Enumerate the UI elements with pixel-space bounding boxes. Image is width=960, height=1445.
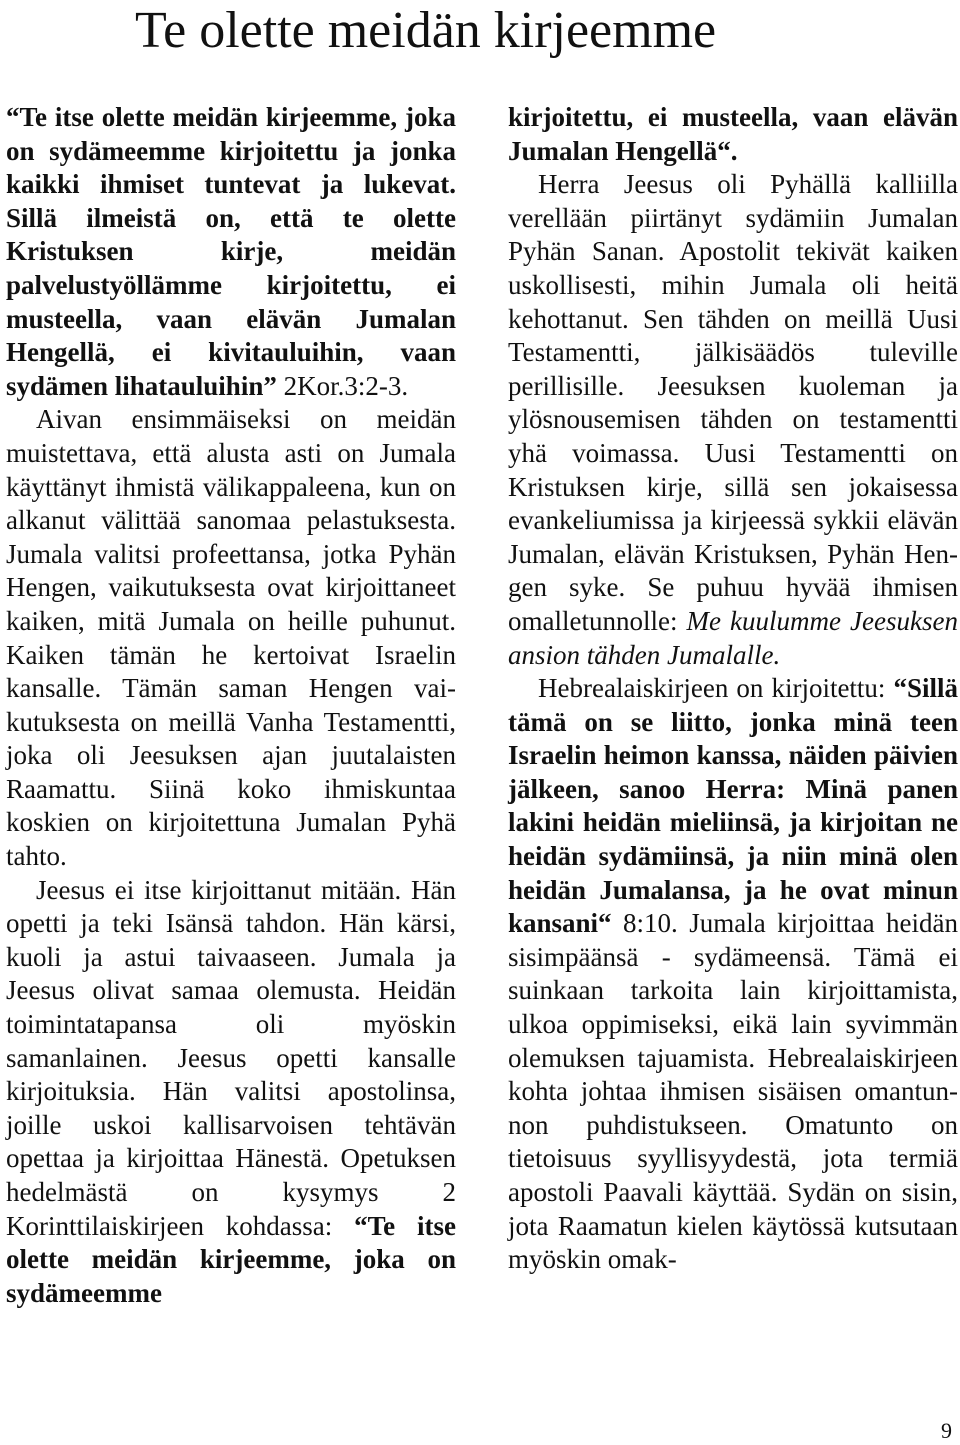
bible-quote-hebr: “Sillä tämä on se liitto, jonka minä teen Israelin heimon kanssa, näiden päivien jälkeen, sanoo Herra: Minä panen lakini heidän mieliinsä, ja kirjoitan ne heidän sydämiinsä, ja niin minä olen heidän Jumalansa, ja he ovat minun kansani“ xyxy=(508,673,958,939)
bible-quote-2kor: “Te itse olette meidän kirjeemme, joka on sydämeemme kirjoitettu ja jonka kaikki ihmiset tuntevat ja lukevat. Sillä ilmeistä on, että te olette Kristuksen kirje, meidän palvelustyöllämme kirjoitettu, ei musteella, vaan elävän Jumalan Hengellä, ei kivitauluihin, vaan sydämen lihatauluihin” xyxy=(6,102,456,401)
italic-statement: Me kuulumme Jeesuksen ansion tähden Jumalalle. xyxy=(508,605,958,670)
right-paragraph-1 xyxy=(508,101,958,168)
right-paragraph-2 xyxy=(508,168,958,672)
bible-quote-continuation: kirjoitettu, ei musteella, vaan elävän Jumalan Hengellä“. xyxy=(508,102,958,166)
right-paragraph-2-text: Herra Jeesus oli Pyhällä kalliilla verellään piirtänyt sydämiin Jumalan Pyhän Sanan. Apostolit tekivät kaiken uskollisesti, mihin Jumala oli heitä kehottanut. Sen tähden on meillä Uusi Testamentti, jälkisäädös tuleville perillisille. Jeesuksen kuoleman ja ylösnousemisen tähden on testamentti yhä voimassa. Uusi Testamentti on Kristuksen kirje, sillä sen jokaisessa evankeliumissa ja kirjeessä sykkii elävän Jumalan, elävän Kristuksen, Pyhän Hengen syke. Se puhuu hyvää ihmisen omalletunnolle: xyxy=(508,169,958,636)
left-paragraph-3 xyxy=(6,874,456,1311)
right-paragraph-3 xyxy=(508,672,958,1277)
left-paragraph-3-text: Jeesus ei itse kirjoittanut mitään. Hän opetti ja teki Isänsä tahdon. Hän kärsi, kuoli ja astui taivaaseen. Jumala ja Jeesus olivat samaa olemusta. Heidän toimintatapansa oli myöskin samanlainen. Jeesus opetti kansalle kirjoituksia. Hän valitsi apostolinsa, joille uskoi kallisarvoisen tehtävän opettaa ja kirjoittaa Hänestä. Opetuksen hedelmästä on kysymys 2 Korinttilaiskirjeen kohdassa: xyxy=(6,874,456,1241)
page-title: Te olette meidän kirjeemme xyxy=(135,2,717,59)
page-number: 9 xyxy=(941,1418,952,1443)
left-paragraph-2: Aivan ensimmäiseksi on meidän muistettava, että alusta asti on Jumala käyttänyt ihmistä välikappaleena, kun on alkanut välittää sanomaa pelastuksesta. Jumala valitsi profeettansa, jotka Pyhän Hengen, vaikutuksesta ovat kirjoittaneet kaiken, mitä Jumala on heille puhunut. Kaiken tämän he kertoivat Israelin kansalle. Tämän saman Hengen vaikutuksesta on meillä Vanha Testamentti, joka oli Jeesuksen ajan juutalaisten Raamattu. Siinä koko ihmiskuntaa koskien on kirjoitettuna Jumalan Pyhä tahto. xyxy=(6,404,456,872)
right-paragraph-3-intro: Hebrealaiskirjeen on kirjoitettu: xyxy=(538,673,894,704)
bible-quote-2kor-repeat: “Te itse olette meidän kirjeemme, joka on sydämeemme xyxy=(6,1210,457,1308)
right-column xyxy=(508,101,958,1277)
left-paragraph-1 xyxy=(6,101,456,403)
left-column xyxy=(6,101,456,1310)
bible-reference: 2Kor.3:2-3. xyxy=(276,370,409,401)
right-paragraph-3-rest: 8:10. Jumala kirjoittaa heidän sisimpäänsä - sydämeensä. Tämä ei suinkaan tarkoita lain kirjoittamista, ulkoa oppimiseksi, eikä lain syvimmän olemuksen tajuamista. Hebrealaiskirjeen kohta johtaa ihmisen sisäisen omantunnon puhdistukseen. Omatunto on tietoisuus syyllisyydestä, jota termiä apostoli Paavali käyttää. Sydän on sisin, jota Raamatun kielen käytössä kutsutaan myöskin omak- xyxy=(508,908,958,1275)
